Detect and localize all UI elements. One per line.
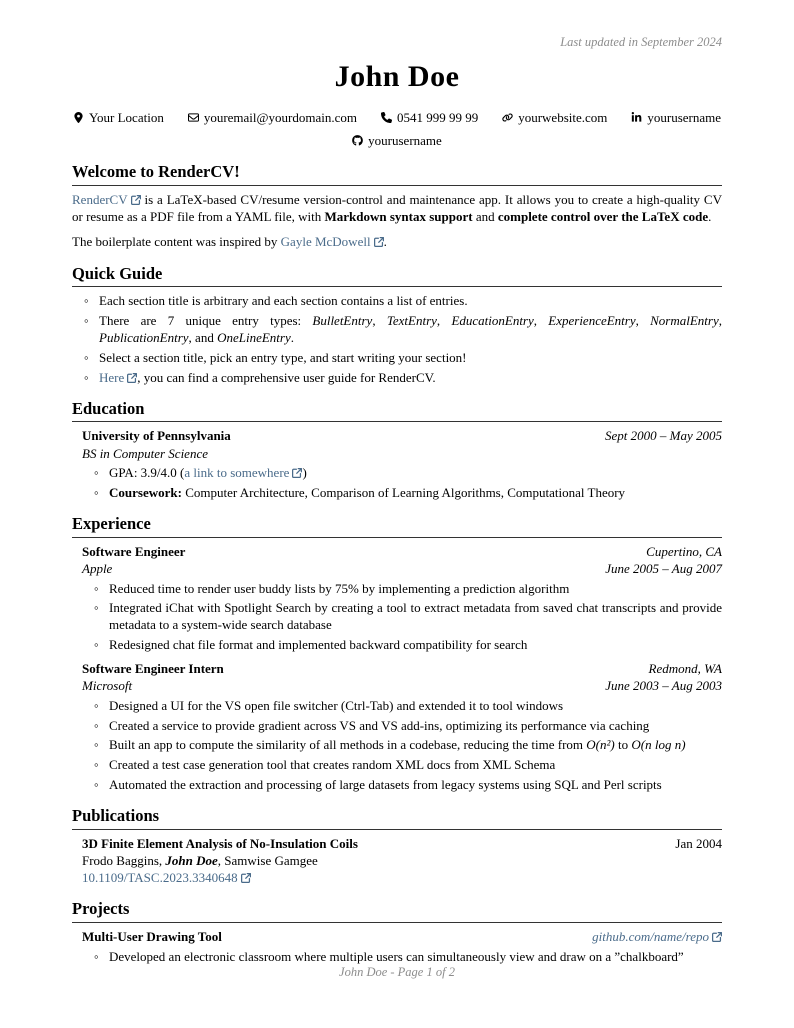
publication-date: Jan 2004 xyxy=(675,835,722,851)
text-segment: . xyxy=(383,234,387,250)
education-entry xyxy=(72,427,722,501)
text-segment: EducationEntry xyxy=(451,313,534,329)
contact-item[interactable] xyxy=(381,109,478,126)
contact-item[interactable] xyxy=(631,109,721,126)
text-segment: Reduced time to render user buddy lists by 75% by implementing a prediction algorithm xyxy=(109,580,570,596)
contact-item[interactable] xyxy=(352,132,442,149)
text-segment: O(n²) xyxy=(586,737,615,753)
section-experience xyxy=(72,513,722,793)
bullet-item xyxy=(92,776,722,793)
external-link-icon[interactable] xyxy=(127,373,137,383)
experience-entry-apple xyxy=(72,543,722,653)
contact-text: yourusername xyxy=(647,110,722,126)
section-title-education: Education xyxy=(72,398,722,423)
bullet-text xyxy=(109,737,686,752)
text-segment: Computer Architecture, Comparison of Learning Algorithms, Computational Theory xyxy=(181,484,626,500)
text-segment: The boilerplate content was inspired by xyxy=(72,234,281,250)
bullet-text xyxy=(109,777,662,792)
external-link-icon[interactable] xyxy=(374,237,384,247)
email-icon xyxy=(188,112,199,123)
text-segment: PublicationEntry xyxy=(99,330,189,346)
text-segment: Integrated iChat with Spotlight Search by creating a tool to extract metadata from saved chat transcripts and provide metadata to a system-wide search database xyxy=(109,600,722,633)
website-icon xyxy=(502,112,513,123)
bullet-text xyxy=(109,465,307,480)
contact-text: yourwebsite.com xyxy=(518,110,608,126)
text-segment: , xyxy=(372,313,387,329)
section-welcome xyxy=(72,161,722,250)
text-segment: Developed an electronic classroom where multiple users can simultaneously view and draw on a ”chalkboard” xyxy=(109,948,684,964)
bullet-text xyxy=(109,949,684,964)
bullet-item xyxy=(92,636,722,653)
section-title-projects: Projects xyxy=(72,898,722,923)
text-segment: is a LaTeX-based CV/resume version-control and maintenance app. It allows you to create a high-quality CV or resume as a PDF file from a YAML file, with xyxy=(72,192,722,225)
contact-item[interactable] xyxy=(188,109,357,126)
text-segment: John Doe xyxy=(165,852,218,868)
bullet-item xyxy=(92,697,722,714)
last-updated-note: Last updated in September 2024 xyxy=(560,35,722,49)
text-segment: Automated the extraction and processing of large datasets from legacy systems using SQL and Perl scripts xyxy=(109,776,662,792)
external-link-icon[interactable] xyxy=(292,468,302,478)
bullet-item xyxy=(92,580,722,597)
bullet-text xyxy=(109,757,555,772)
page-footer: John Doe - Page 1 of 2 xyxy=(339,965,455,979)
job-location: Redmond, WA xyxy=(648,661,722,677)
text-segment: Markdown syntax support xyxy=(324,209,473,225)
external-link-icon[interactable] xyxy=(131,195,141,205)
bullet-item xyxy=(92,756,722,773)
text-segment: , Samwise Gamgee xyxy=(217,852,318,868)
linkedin-icon xyxy=(631,112,642,123)
text-segment: Created a test case generation tool that creates random XML docs from XML Schema xyxy=(109,757,556,773)
text-segment: . xyxy=(708,209,712,225)
bullet-item xyxy=(82,292,722,309)
text-segment: , you can find a comprehensive user guide for RenderCV. xyxy=(137,369,436,385)
text-link[interactable]: github.com/name/repo xyxy=(592,928,709,944)
text-segment: . xyxy=(290,330,294,346)
text-segment: Created a service to provide gradient across VS and VS add-ins, optimizing its performance via caching xyxy=(109,717,650,733)
bullet-text xyxy=(109,637,527,652)
text-segment: Coursework: xyxy=(109,484,182,500)
text-link[interactable]: Here xyxy=(99,369,125,385)
project-highlights xyxy=(82,948,722,965)
education-highlights xyxy=(82,464,722,501)
bullet-item xyxy=(92,599,722,633)
publication-entry xyxy=(72,835,722,886)
location-icon xyxy=(73,112,84,123)
project-entry xyxy=(72,928,722,965)
bullet-item xyxy=(82,349,722,366)
job-dates: June 2005 – Aug 2007 xyxy=(605,561,722,576)
bullet-item xyxy=(92,948,722,965)
contact-text: Your Location xyxy=(88,110,164,126)
text-link[interactable]: Gayle McDowell xyxy=(280,234,371,250)
text-segment: , and xyxy=(188,330,218,346)
job-title: Software Engineer Intern xyxy=(82,661,224,677)
text-segment: Built an app to compute the similarity of all methods in a codebase, reducing the time from xyxy=(109,737,587,753)
text-segment: ExperienceEntry xyxy=(548,313,636,329)
bullet-item xyxy=(82,312,722,346)
text-segment: O(n log n) xyxy=(631,737,686,753)
bullet-text xyxy=(99,293,468,308)
text-link[interactable]: RenderCV xyxy=(72,192,128,208)
text-segment: , xyxy=(436,313,452,329)
job-highlights xyxy=(82,697,722,793)
phone-icon xyxy=(381,112,392,123)
external-link-icon[interactable] xyxy=(241,873,251,883)
company-name: Apple xyxy=(82,561,113,576)
section-education xyxy=(72,398,722,501)
contact-text: youremail@yourdomain.com xyxy=(203,110,357,126)
job-title: Software Engineer xyxy=(82,543,186,559)
welcome-paragraph-1 xyxy=(72,191,722,225)
welcome-paragraph-2 xyxy=(72,233,722,250)
institution-name: University of Pennsylvania xyxy=(82,428,231,444)
contact-item xyxy=(73,109,164,126)
bullet-item xyxy=(92,464,722,481)
bullet-text xyxy=(109,698,563,713)
text-segment: Each section title is arbitrary and each section contains a list of entries. xyxy=(99,293,468,309)
bullet-text xyxy=(99,313,722,345)
contact-row-1 xyxy=(72,109,722,126)
bullet-text xyxy=(99,370,436,385)
project-repo-link xyxy=(592,928,722,945)
text-segment: TextEntry xyxy=(386,313,437,329)
text-segment: complete control over the LaTeX code xyxy=(497,209,709,225)
education-dates: Sept 2000 – May 2005 xyxy=(605,428,722,444)
text-segment: to xyxy=(614,737,632,753)
contact-text: yourusername xyxy=(368,133,442,149)
text-segment: Designed a UI for the VS open file switcher (Ctrl-Tab) and extended it to tool windows xyxy=(109,698,564,714)
external-link-icon[interactable] xyxy=(712,932,722,942)
section-title-publications: Publications xyxy=(72,805,722,830)
job-highlights xyxy=(82,580,722,654)
bullet-text xyxy=(109,600,722,632)
degree-name: BS in Computer Science xyxy=(82,445,208,461)
section-title-welcome: Welcome to RenderCV! xyxy=(72,161,722,186)
text-segment: , xyxy=(635,313,651,329)
contact-item[interactable] xyxy=(502,109,607,126)
bullet-item xyxy=(92,484,722,501)
text-segment: and xyxy=(472,209,498,225)
text-segment: , xyxy=(533,313,549,329)
section-title-experience: Experience xyxy=(72,513,722,538)
publication-doi-link xyxy=(82,869,722,886)
text-segment: BulletEntry xyxy=(312,313,373,329)
publication-authors xyxy=(82,852,722,869)
bullet-text xyxy=(109,718,649,733)
text-link[interactable]: 10.1109/TASC.2023.3340648 xyxy=(82,869,238,885)
publication-title: 3D Finite Element Analysis of No-Insulation Coils xyxy=(82,835,358,851)
section-publications xyxy=(72,805,722,886)
bullet-text xyxy=(99,350,467,365)
section-projects xyxy=(72,898,722,965)
experience-entry-microsoft xyxy=(72,660,722,793)
contact-row-2 xyxy=(72,132,722,149)
text-segment: , xyxy=(718,313,723,329)
bullet-text xyxy=(109,485,625,500)
text-segment: GPA: 3.9/4.0 ( xyxy=(109,465,185,481)
text-segment: OneLineEntry xyxy=(217,330,291,346)
text-segment: NormalEntry xyxy=(650,313,719,329)
job-location: Cupertino, CA xyxy=(646,543,722,559)
project-title: Multi-User Drawing Tool xyxy=(82,928,222,944)
job-dates: June 2003 – Aug 2003 xyxy=(605,678,722,694)
github-icon xyxy=(352,135,363,146)
text-segment: Redesigned chat file format and implemented backward compatibility for search xyxy=(109,637,528,653)
section-title-quick-guide: Quick Guide xyxy=(72,263,722,288)
contact-text: 0541 999 99 99 xyxy=(396,110,479,126)
bullet-text xyxy=(109,581,569,596)
bullet-item xyxy=(92,717,722,734)
text-segment: ) xyxy=(302,465,307,481)
text-segment: Select a section title, pick an entry type, and start writing your section! xyxy=(99,349,467,365)
bullet-item xyxy=(92,736,722,753)
text-segment: Frodo Baggins, xyxy=(82,852,166,868)
text-segment: There are 7 unique entry types: xyxy=(99,313,313,329)
company-name: Microsoft xyxy=(82,678,133,694)
name-heading: John Doe xyxy=(334,59,460,93)
section-quick-guide xyxy=(72,263,722,386)
bullet-item xyxy=(82,369,722,386)
text-link[interactable]: a link to somewhere xyxy=(184,465,290,481)
quick-guide-list xyxy=(72,292,722,385)
